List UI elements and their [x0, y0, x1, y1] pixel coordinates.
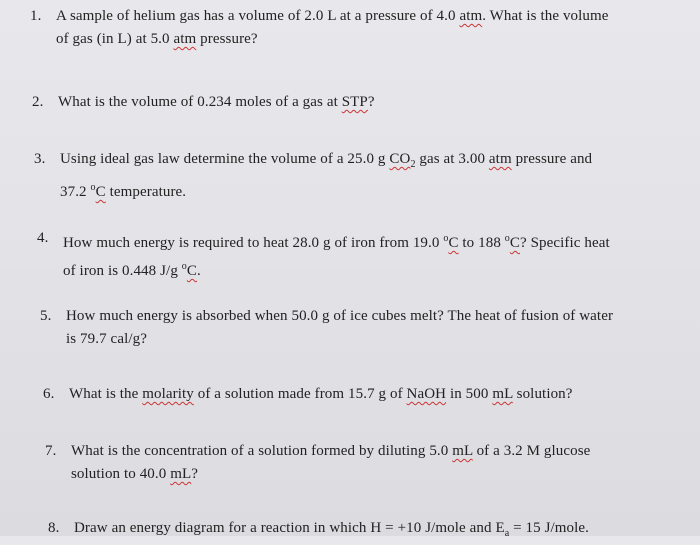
question-text: of iron is 0.448 J/g [63, 263, 182, 279]
question-text: How much energy is required to heat 28.0 g of iron from 19.0 [63, 235, 444, 251]
question-text: Draw an energy diagram for a reaction in which H = +10 J/mole and E [74, 520, 505, 536]
question-6 [43, 383, 683, 406]
question-number: 4. [37, 230, 49, 246]
question-5 [40, 305, 685, 351]
question-text: ? [367, 94, 375, 110]
unit-atm: atm [173, 31, 197, 47]
degree-sign: o [181, 261, 187, 272]
question-text: How much energy is absorbed when 50.0 g of ice cubes melt? The heat of fusion of water [66, 308, 614, 324]
question-text: in 500 [446, 386, 493, 402]
question-number: 6. [43, 386, 55, 402]
question-text: pressure and [511, 151, 593, 167]
subscript-a: a [504, 528, 510, 539]
question-4 [37, 227, 677, 283]
unit-celsius: C [186, 263, 197, 279]
question-number: 5. [40, 308, 52, 324]
unit-ml: mL [492, 386, 513, 402]
unit-celsius: C [509, 235, 520, 251]
question-text: . What is the volume [482, 8, 609, 24]
unit-celsius: C [95, 184, 106, 200]
question-number: 8. [48, 520, 60, 536]
question-text: = 15 J/mole. [509, 520, 590, 536]
question-text: ? Specific heat [519, 235, 610, 251]
question-text: of a solution made from 15.7 g of [193, 386, 407, 402]
question-8 [48, 517, 688, 545]
formula-naoh: NaOH [406, 386, 447, 402]
question-number: 2. [32, 94, 44, 110]
question-text: temperature. [105, 184, 187, 200]
question-text: What is the [69, 386, 143, 402]
question-number: 3. [34, 151, 46, 167]
question-2 [32, 91, 672, 114]
question-text: is 79.7 cal/g? [66, 331, 147, 347]
unit-celsius: C [448, 235, 459, 251]
question-3 [34, 148, 674, 204]
degree-sign: o [443, 233, 449, 244]
unit-ml: mL [452, 443, 473, 459]
question-text: . [197, 263, 201, 279]
question-text: Using ideal gas law determine the volume of a 25.0 g [60, 151, 390, 167]
question-number: 1. [30, 8, 42, 24]
unit-atm: atm [459, 8, 483, 24]
question-number: 7. [45, 443, 57, 459]
question-text: of gas (in L) at 5.0 [56, 31, 174, 47]
question-text: solution? [512, 386, 573, 402]
question-text: What is the volume of 0.234 moles of a gas at [58, 94, 342, 110]
degree-sign: o [504, 233, 510, 244]
term-molarity: molarity [142, 386, 194, 402]
question-text: to 188 [458, 235, 505, 251]
question-text: gas at 3.00 [415, 151, 489, 167]
question-text: of a 3.2 M glucose [472, 443, 591, 459]
unit-atm: atm [488, 151, 512, 167]
question-text: 37.2 [60, 184, 91, 200]
question-text: pressure? [196, 31, 258, 47]
question-text: solution to 40.0 [71, 466, 171, 482]
formula-co2: $CO_2$ [389, 151, 416, 170]
degree-sign: o [90, 182, 96, 193]
unit-ml: mL [170, 466, 192, 482]
question-text: ? [191, 466, 199, 482]
question-text: A sample of helium gas has a volume of 2.0 L at a pressure of 4.0 [56, 8, 460, 24]
question-text: What is the concentration of a solution formed by diluting 5.0 [71, 443, 453, 459]
question-7 [45, 440, 685, 486]
question-1 [30, 5, 670, 51]
term-stp: STP [341, 94, 368, 110]
